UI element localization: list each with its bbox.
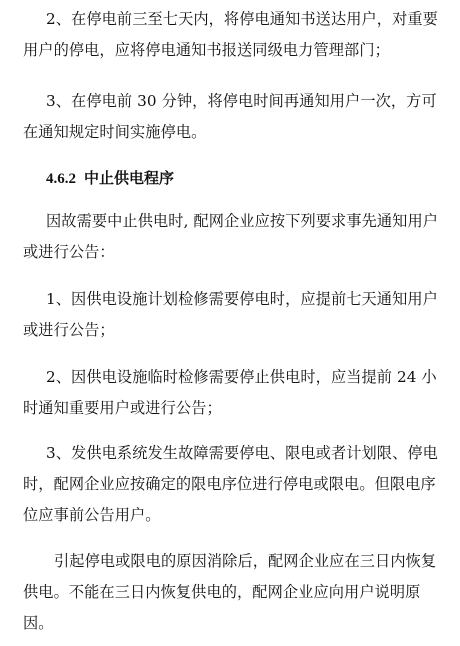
section-title: 中止供电程序 [84, 169, 175, 187]
paragraph-planned-maintenance: 1、因供电设施计划检修需要停电时，应提前七天通知用户或进行公告； [23, 290, 438, 339]
paragraph-temporary-maintenance: 2、因供电设施临时检修需要停止供电时，应当提前 24 小时通知重要用户或进行公告； [23, 368, 437, 417]
paragraph-notice-reminder: 3、在停电前 30 分钟，将停电时间再通知用户一次，方可在通知规定时间实施停电。 [23, 92, 437, 141]
paragraph-notice-delivery: 2、在停电前三至七天内，将停电通知书送达用户，对重要用户的停电，应将停电通知书报送同级电力管理部门； [23, 10, 438, 59]
paragraph-restore-supply: 引起停电或限电的原因消除后，配网企业应在三日内恢复供电。不能在三日内恢复供电的，配网企业应向用户说明原因。 [23, 552, 437, 632]
paragraph-intro: 因故需要中止供电时, 配网企业应按下列要求事先通知用户或进行公告： [23, 212, 439, 261]
section-heading [46, 168, 174, 189]
section-number: 4.6.2 [46, 171, 76, 187]
paragraph-system-fault: 3、发供电系统发生故障需要停电、限电或者计划限、停电时，配网企业应按确定的限电序位进行停电或限电。但限电序位应事前公告用户。 [23, 444, 438, 524]
